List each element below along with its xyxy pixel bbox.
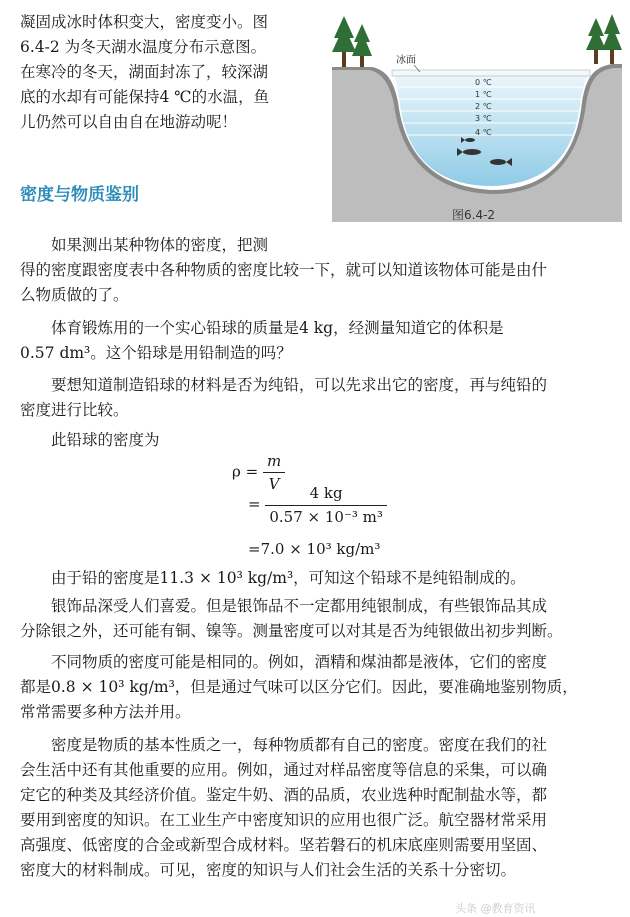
formula-fraction bbox=[265, 484, 387, 526]
intro-line: 6.4-2 为冬天湖水温度分布示意图。 bbox=[20, 38, 267, 56]
text-line: 密度大的材料制成。可见，密度的知识与人们社会生活的关系十分密切。 bbox=[20, 861, 517, 879]
intro-paragraph bbox=[20, 10, 269, 135]
intro-line: 在寒冷的冬天，湖面封冻了，较深湖 bbox=[20, 63, 269, 81]
paragraph bbox=[20, 316, 620, 366]
text-line: 密度是物质的基本性质之一，每种物质都有自己的密度。密度在我们的社 bbox=[51, 736, 548, 754]
temp-label-0: 0 ℃ bbox=[475, 78, 492, 87]
text-line: 要想知道制造铅球的材料是否为纯铅，可以先求出它的密度，再与纯铅的 bbox=[51, 376, 548, 394]
text-line: 密度进行比较。 bbox=[20, 401, 129, 419]
intro-line: 底的水却有可能保持4 ℃的水温，鱼 bbox=[20, 88, 270, 106]
paragraph bbox=[20, 233, 620, 308]
paragraph bbox=[20, 594, 620, 644]
text-line: 都是0.8 × 10³ kg/m³，但是通过气味可以区分它们。因此，要准确地鉴别物质， bbox=[20, 678, 578, 696]
text-line: 得的密度跟密度表中各种物质的密度比较一下，就可以知道该物体可能是由什 bbox=[20, 261, 548, 279]
intro-line: 儿仍然可以自由自在地游动呢！ bbox=[20, 113, 238, 131]
text-line: 0.57 dm³。这个铅球是用铅制造的吗？ bbox=[20, 344, 292, 362]
text-line: 定它的种类及其经济价值。鉴定牛奶、酒的品质，农业选种时配制盐水等，都 bbox=[20, 786, 548, 804]
paragraph bbox=[20, 733, 620, 883]
temp-label-4: 4 ℃ bbox=[475, 128, 492, 137]
text-line: 分除银之外，还可能有铜、镍等。测量密度可以对其是否为纯银做出初步判断。 bbox=[20, 622, 563, 640]
formula-V: V bbox=[268, 475, 280, 493]
tree-icon-left bbox=[332, 16, 372, 67]
lake-temperature-figure bbox=[332, 12, 622, 222]
text-line: 此铅球的密度为 bbox=[51, 431, 160, 449]
temp-label-1: 1 ℃ bbox=[475, 90, 492, 99]
text-line: 么物质做的了。 bbox=[20, 286, 129, 304]
formula-line-2 bbox=[248, 484, 387, 526]
formula-numerator: 4 kg bbox=[265, 484, 387, 506]
paragraph bbox=[20, 373, 620, 423]
text-line: 常常需要多种方法并用。 bbox=[20, 703, 191, 721]
ice-surface bbox=[392, 70, 590, 76]
paragraph bbox=[20, 566, 620, 591]
paragraph bbox=[20, 428, 620, 453]
formula-result: =7.0 × 10³ kg/m³ bbox=[248, 540, 381, 558]
temp-label-3: 3 ℃ bbox=[475, 114, 492, 123]
temp-label-2: 2 ℃ bbox=[475, 102, 492, 111]
formula-denominator: 0.57 × 10⁻³ m³ bbox=[269, 508, 383, 526]
formula-m: m bbox=[263, 452, 285, 473]
tree-icon-right bbox=[586, 14, 622, 64]
formula-eq: = bbox=[248, 495, 261, 513]
paragraph bbox=[20, 650, 620, 725]
section-title: 密度与物质鉴别 bbox=[20, 185, 139, 205]
text-line: 银饰品深受人们喜爱。但是银饰品不一定都用纯银制成，有些银饰品其成 bbox=[51, 597, 548, 615]
watermark: 头条 @教育资讯 bbox=[455, 902, 536, 915]
text-line: 不同物质的密度可能是相同的。例如，酒精和煤油都是液体，它们的密度 bbox=[51, 653, 548, 671]
text-line: 如果测出某种物体的密度，把测 bbox=[51, 236, 269, 254]
ice-surface-label: 冰面 bbox=[396, 55, 416, 66]
formula-rho: ρ = bbox=[232, 462, 259, 481]
text-line: 由于铅的密度是11.3 × 10³ kg/m³，可知这个铅球不是纯铅制成的。 bbox=[51, 569, 526, 587]
intro-line: 凝固成冰时体积变大，密度变小。图 bbox=[20, 13, 269, 31]
text-line: 要用到密度的知识。在工业生产中密度知识的应用也很广泛。航空器材常采用 bbox=[20, 811, 548, 829]
text-line: 会生活中还有其他重要的应用。例如，通过对样品密度等信息的采集，可以确 bbox=[20, 761, 548, 779]
text-line: 体育锻炼用的一个实心铅球的质量是4 kg，经测量知道它的体积是 bbox=[51, 319, 504, 337]
figure-caption: 图6.4-2 bbox=[452, 208, 496, 222]
text-line: 高强度、低密度的合金或新型合成材料。坚若磐石的机床底座则需要用坚固、 bbox=[20, 836, 548, 854]
